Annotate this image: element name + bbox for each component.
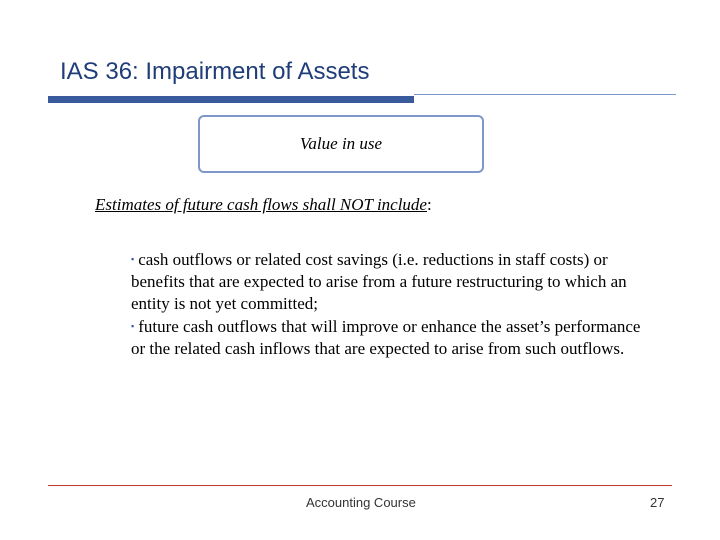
title-underline-thick [48,96,414,103]
footer-divider [48,485,672,486]
slide-title: IAS 36: Impairment of Assets [60,58,370,85]
page-number: 27 [650,495,665,510]
title-underline-thin [414,94,676,95]
bullet-item [131,315,651,360]
square-bullet-icon: ▪ [131,321,135,331]
box-label: Value in use [299,134,383,153]
square-bullet-icon: ▪ [131,254,135,264]
bullet-text: future cash outflows that will improve or enhance the asset’s performance or the related cash inflows that are expected to arise from such outflows. [131,317,641,358]
bullet-item [131,248,651,315]
bullet-list [131,248,651,360]
bullet-text: cash outflows or related cost savings (i.e. reductions in staff costs) or benefits that are expected to arise from a future restructuring to which an entity is not yet committed; [131,250,627,313]
value-in-use-box [198,115,484,173]
subheading-text: Estimates of future cash flows shall NOT include [95,195,427,214]
subheading [95,195,432,215]
subheading-colon: : [426,195,432,214]
footer-label: Accounting Course [306,495,416,510]
